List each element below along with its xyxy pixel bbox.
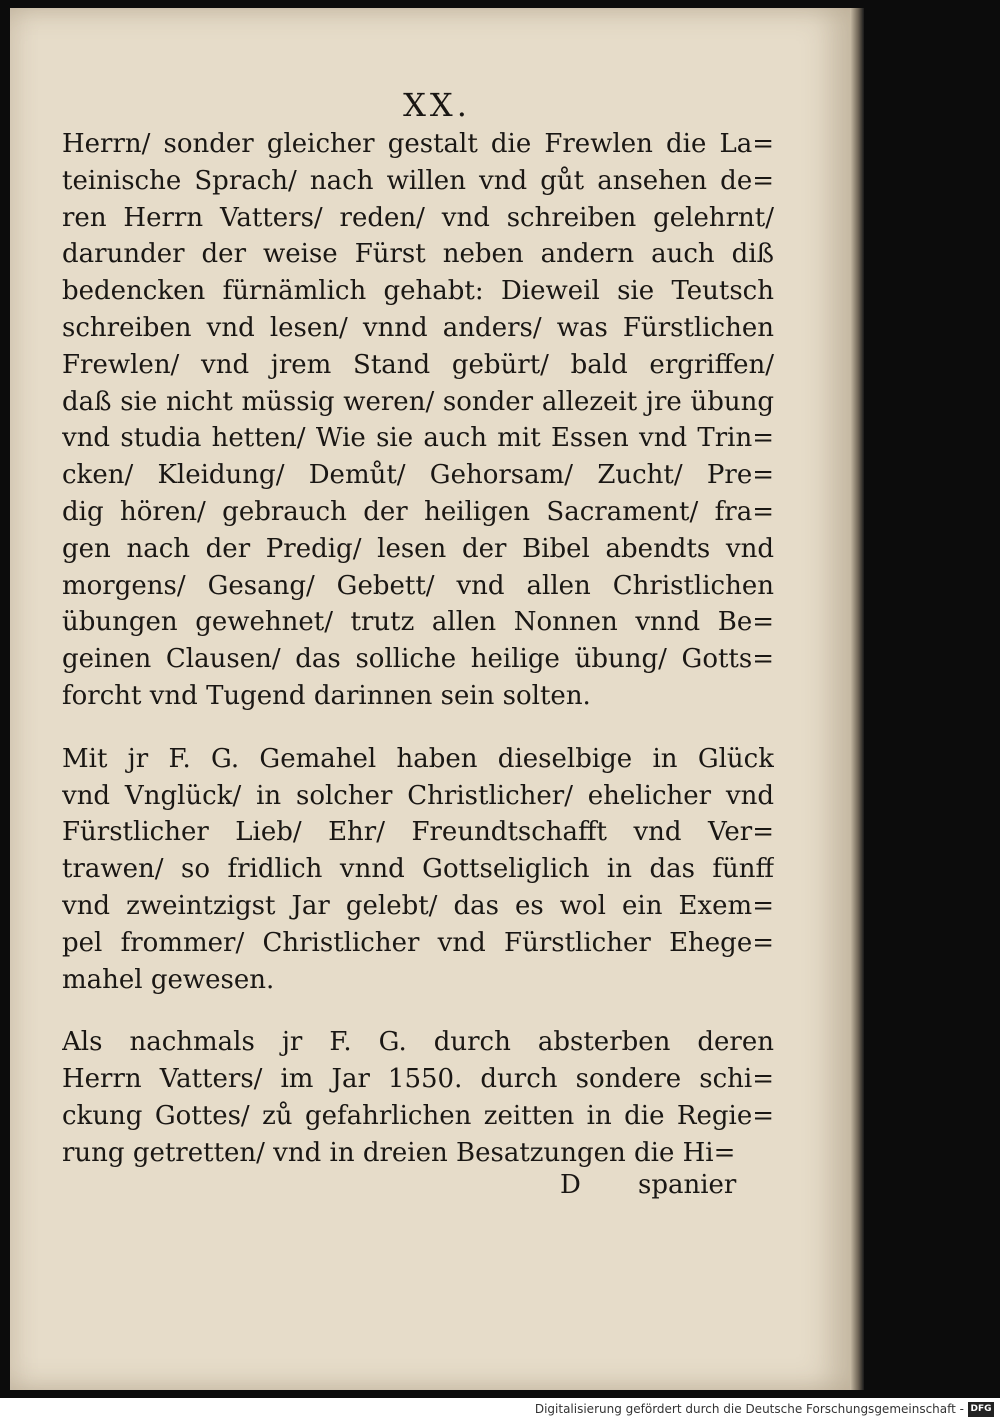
text-line: dig hören/ gebrauch der heiligen Sacrament/ fra= [62, 496, 774, 527]
page-body-text [62, 126, 774, 1172]
dfg-logo: DFG [968, 1402, 994, 1417]
text-line: gen nach der Predig/ lesen der Bibel abendts vnd [62, 533, 774, 564]
text-line: darunder der weise Fürst neben andern auch diß [62, 239, 774, 270]
text-line: Herrn/ sonder gleicher gestalt die Frewlen die La= [62, 129, 774, 159]
text-line: Frewlen/ vnd jrem Stand gebürt/ bald ergriffen/ [62, 349, 774, 380]
catchword: spanier [638, 1170, 737, 1200]
text-line: übungen gewehnet/ trutz allen Nonnen vnnd Be= [62, 607, 774, 638]
text-line: forcht vnd Tugend darinnen sein solten. [62, 680, 591, 711]
text-line: daß sie nicht müssig weren/ sonder allezeit jre übung [62, 386, 774, 417]
text-line: rung getretten/ vnd in dreien Besatzungen die Hi= [62, 1137, 736, 1168]
footer-credit: Digitalisierung gefördert durch die Deutsche Forschungsgemeinschaft - [534, 1402, 964, 1416]
text-line: cken/ Kleidung/ Demůt/ Gehorsam/ Zucht/ Pre= [62, 460, 774, 491]
paragraph [62, 741, 774, 999]
text-line: morgens/ Gesang/ Gebett/ vnd allen Christlichen [62, 570, 774, 601]
text-line: Fürstlicher Lieb/ Ehr/ Freundtschafft vnd Ver= [62, 817, 774, 848]
paragraph [62, 126, 774, 715]
text-line: schreiben vnd lesen/ vnnd anders/ was Fürstlichen [62, 312, 774, 343]
page-header-folio: XX. [403, 86, 471, 124]
paragraph [62, 1024, 774, 1171]
text-line: vnd Vnglück/ in solcher Christlicher/ ehelicher vnd [62, 780, 774, 811]
text-line: mahel gewesen. [62, 964, 275, 995]
signature-mark: D [560, 1170, 581, 1200]
text-line: vnd studia hetten/ Wie sie auch mit Essen vnd Trin= [62, 423, 774, 454]
text-line: Mit jr F. G. Gemahel haben dieselbige in Glück [62, 743, 774, 774]
text-line: Herrn Vatters/ im Jar 1550. durch sondere schi= [62, 1064, 774, 1095]
text-line: trawen/ so fridlich vnnd Gottseliglich in das fünff [62, 854, 774, 885]
text-line: teinische Sprach/ nach willen vnd gůt ansehen de= [62, 165, 774, 196]
page-edge [850, 8, 864, 1390]
text-line: vnd zweintzigst Jar gelebt/ das es wol ein Exem= [62, 890, 774, 921]
footer-bar [0, 1398, 1000, 1422]
text-line: geinen Clausen/ das solliche heilige übung/ Gotts= [62, 644, 774, 675]
text-line: ckung Gottes/ zů gefahrlichen zeitten in die Regie= [62, 1100, 774, 1131]
text-line: bedencken fürnämlich gehabt: Dieweil sie Teutsch [62, 276, 774, 307]
text-line: pel frommer/ Christlicher vnd Fürstlicher Ehege= [62, 927, 774, 958]
text-line: Als nachmals jr F. G. durch absterben deren [62, 1027, 774, 1058]
text-line: ren Herrn Vatters/ reden/ vnd schreiben gelehrnt/ [62, 202, 774, 233]
